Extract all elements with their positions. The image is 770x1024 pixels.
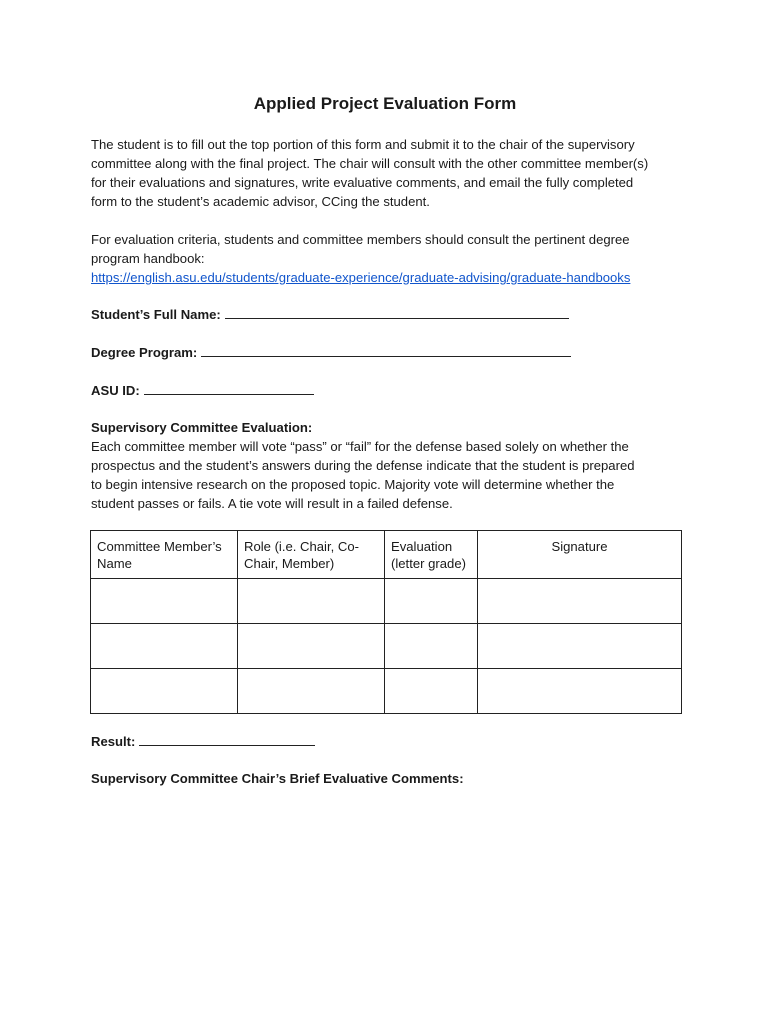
result-label: Result: [91, 734, 136, 749]
table-row [91, 624, 682, 669]
degree-program-label: Degree Program: [91, 345, 198, 360]
intro-line: committee along with the final project. The chair will consult with the other committee member(s) [91, 156, 649, 171]
table-row [91, 579, 682, 624]
member-name-cell[interactable] [91, 624, 238, 669]
intro-line: The student is to fill out the top portion of this form and submit it to the chair of the supervisory [91, 137, 635, 152]
committee-table [90, 530, 682, 714]
member-name-cell[interactable] [91, 669, 238, 714]
intro-line: form to the student’s academic advisor, CCing the student. [91, 194, 430, 209]
comments-heading: Supervisory Committee Chair’s Brief Evaluative Comments: [91, 771, 464, 786]
criteria-line: program handbook: [91, 251, 205, 266]
table-row [91, 669, 682, 714]
evaluation-cell[interactable] [385, 579, 478, 624]
intro-paragraph [91, 135, 691, 211]
result-field [91, 732, 315, 751]
member-name-cell[interactable] [91, 579, 238, 624]
column-header-member-name: Committee Member’s Name [91, 531, 238, 579]
role-cell[interactable] [238, 624, 385, 669]
column-header-signature: Signature [478, 531, 682, 579]
committee-heading: Supervisory Committee Evaluation: [91, 420, 313, 435]
asu-id-label: ASU ID: [91, 383, 140, 398]
student-name-blank[interactable] [225, 305, 569, 319]
role-cell[interactable] [238, 579, 385, 624]
committee-line: to begin intensive research on the proposed topic. Majority vote will determine whether the [91, 477, 615, 492]
student-name-field [91, 305, 569, 324]
degree-program-field [91, 343, 571, 362]
column-header-role: Role (i.e. Chair, Co-Chair, Member) [238, 531, 385, 579]
criteria-paragraph [91, 230, 711, 287]
signature-cell[interactable] [478, 579, 682, 624]
student-name-label: Student’s Full Name: [91, 307, 221, 322]
criteria-line: For evaluation criteria, students and committee members should consult the pertinent degree [91, 232, 630, 247]
committee-line: prospectus and the student’s answers during the defense indicate that the student is prepared [91, 458, 635, 473]
degree-program-blank[interactable] [201, 343, 571, 357]
evaluation-cell[interactable] [385, 669, 478, 714]
asu-id-field [91, 381, 314, 400]
intro-line: for their evaluations and signatures, write evaluative comments, and email the fully completed [91, 175, 634, 190]
asu-id-blank[interactable] [144, 381, 314, 395]
page-title: Applied Project Evaluation Form [253, 94, 517, 113]
committee-line: student passes or fails. A tie vote will result in a failed defense. [91, 496, 453, 511]
column-header-evaluation: Evaluation (letter grade) [385, 531, 478, 579]
committee-line: Each committee member will vote “pass” or “fail” for the defense based solely on whether the [91, 439, 629, 454]
handbook-link[interactable]: https://english.asu.edu/students/graduate-experience/graduate-advising/graduate-handbooks [91, 270, 631, 285]
committee-section [91, 418, 691, 513]
result-blank[interactable] [139, 732, 315, 746]
signature-cell[interactable] [478, 624, 682, 669]
evaluation-cell[interactable] [385, 624, 478, 669]
signature-cell[interactable] [478, 669, 682, 714]
table-header-row [91, 531, 682, 579]
comments-section [91, 769, 464, 788]
role-cell[interactable] [238, 669, 385, 714]
